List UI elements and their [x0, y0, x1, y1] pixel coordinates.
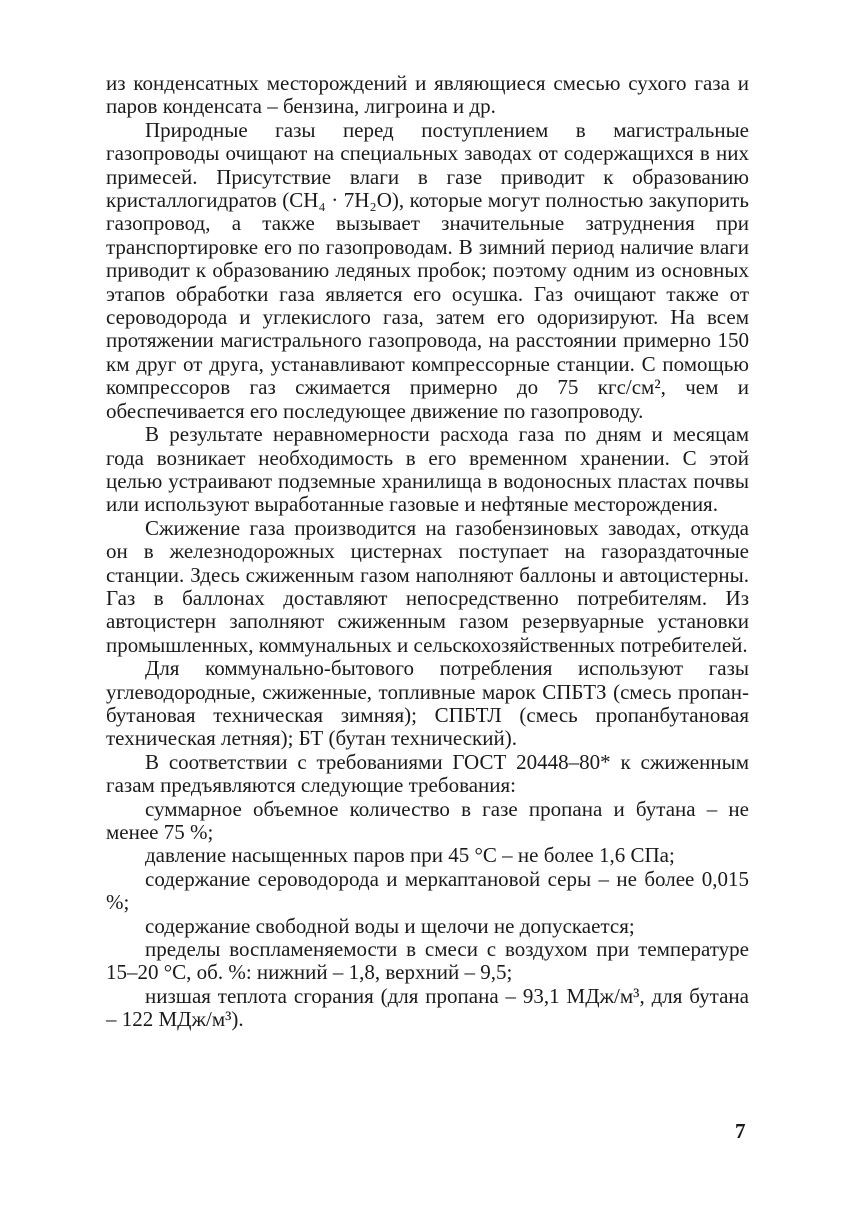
- requirement-flammability: пределы воспламеняемости в смеси с воздухом при температуре 15–20 °C, об. %: нижний – 1,8, верхний – 9,5;: [106, 937, 749, 985]
- paragraph-continuation: из конденсатных месторождений и являющиеся смесью сухого газа и паров конденсата – бензина, лигроина и др.: [106, 71, 749, 119]
- paragraph-gost-intro: В соответствии с требованиями ГОСТ 20448–80* к сжиженным газам предъявляются следующие требования:: [106, 749, 749, 798]
- requirement-sulfur: содержание сероводорода и меркаптановой серы – не более 0,015 %;: [106, 866, 749, 915]
- page-number: 7: [735, 1119, 746, 1143]
- requirement-water-alkali: содержание свободной воды и щелочи не допускается;: [145, 913, 635, 938]
- paragraph-gas-liquefaction: Сжижение газа производится на газобензиновых заводах, откуда он в железнодорожных цистернах поступает на газораздаточные станции. Здесь сжиженным газом наполняют баллоны и автоцистерны. Газ в баллонах доставляют непосредственно потребителям. Из автоцистерн заполняют сжиженным газом резервуарные установки промышленных, коммунальных и сельскохозяйственных потребителей.: [106, 515, 749, 657]
- paragraph-gas-purification: Природные газы перед поступлением в магистральные газопроводы очищают на специальных заводах от содержащихся в них примесей. Присутствие влаги в газе приводит к образованию кристаллогидратов (CH₄ · 7H₂O), которые могут полностью закупорить газопровод, а также вызывает значительные затруднения при транспортировке его по газопроводам. В зимний период наличие влаги приводит к образованию ледяных пробок; поэтому одним из основных этапов обработки газа является его осушка. Газ очищают также от сероводорода и углекислого газа, затем его одоризируют. На всем протяжении магистрального газопровода, на расстоянии примерно 150 км друг от друга, устанавливают компрессорные станции. С помощью компрессоров газ сжимается примерно до 75 кгс/см², чем и обеспечивается его последующее движение по газопроводу.: [106, 117, 749, 423]
- paragraph-gas-storage: В результате неравномерности расхода газа по дням и месяцам года возникает необходимость в его временном хранении. С этой целью устраивают подземные хранилища в водоносных пластах почвы или используют выработанные газовые и нефтяные месторождения.: [106, 422, 749, 517]
- requirement-heat-value: низшая теплота сгорания (для пропана – 93,1 МДж/м³, для бутана – 122 МДж/м³).: [106, 983, 749, 1032]
- requirement-propane-butane: суммарное объемное количество в газе пропана и бутана – не менее 75 %;: [106, 796, 749, 844]
- paragraph-gas-grades: Для коммунально-бытового потребления используют газы углеводородные, сжиженные, топливные марок СПБТЗ (смесь пропан-бутановая техническая зимняя); СПБТЛ (смесь пропанбутановая техническая летняя); БТ (бутан технический).: [106, 656, 749, 751]
- body-text: [106, 72, 749, 1032]
- requirement-vapor-pressure: давление насыщенных паров при 45 °C – не более 1,6 СПа;: [145, 843, 675, 868]
